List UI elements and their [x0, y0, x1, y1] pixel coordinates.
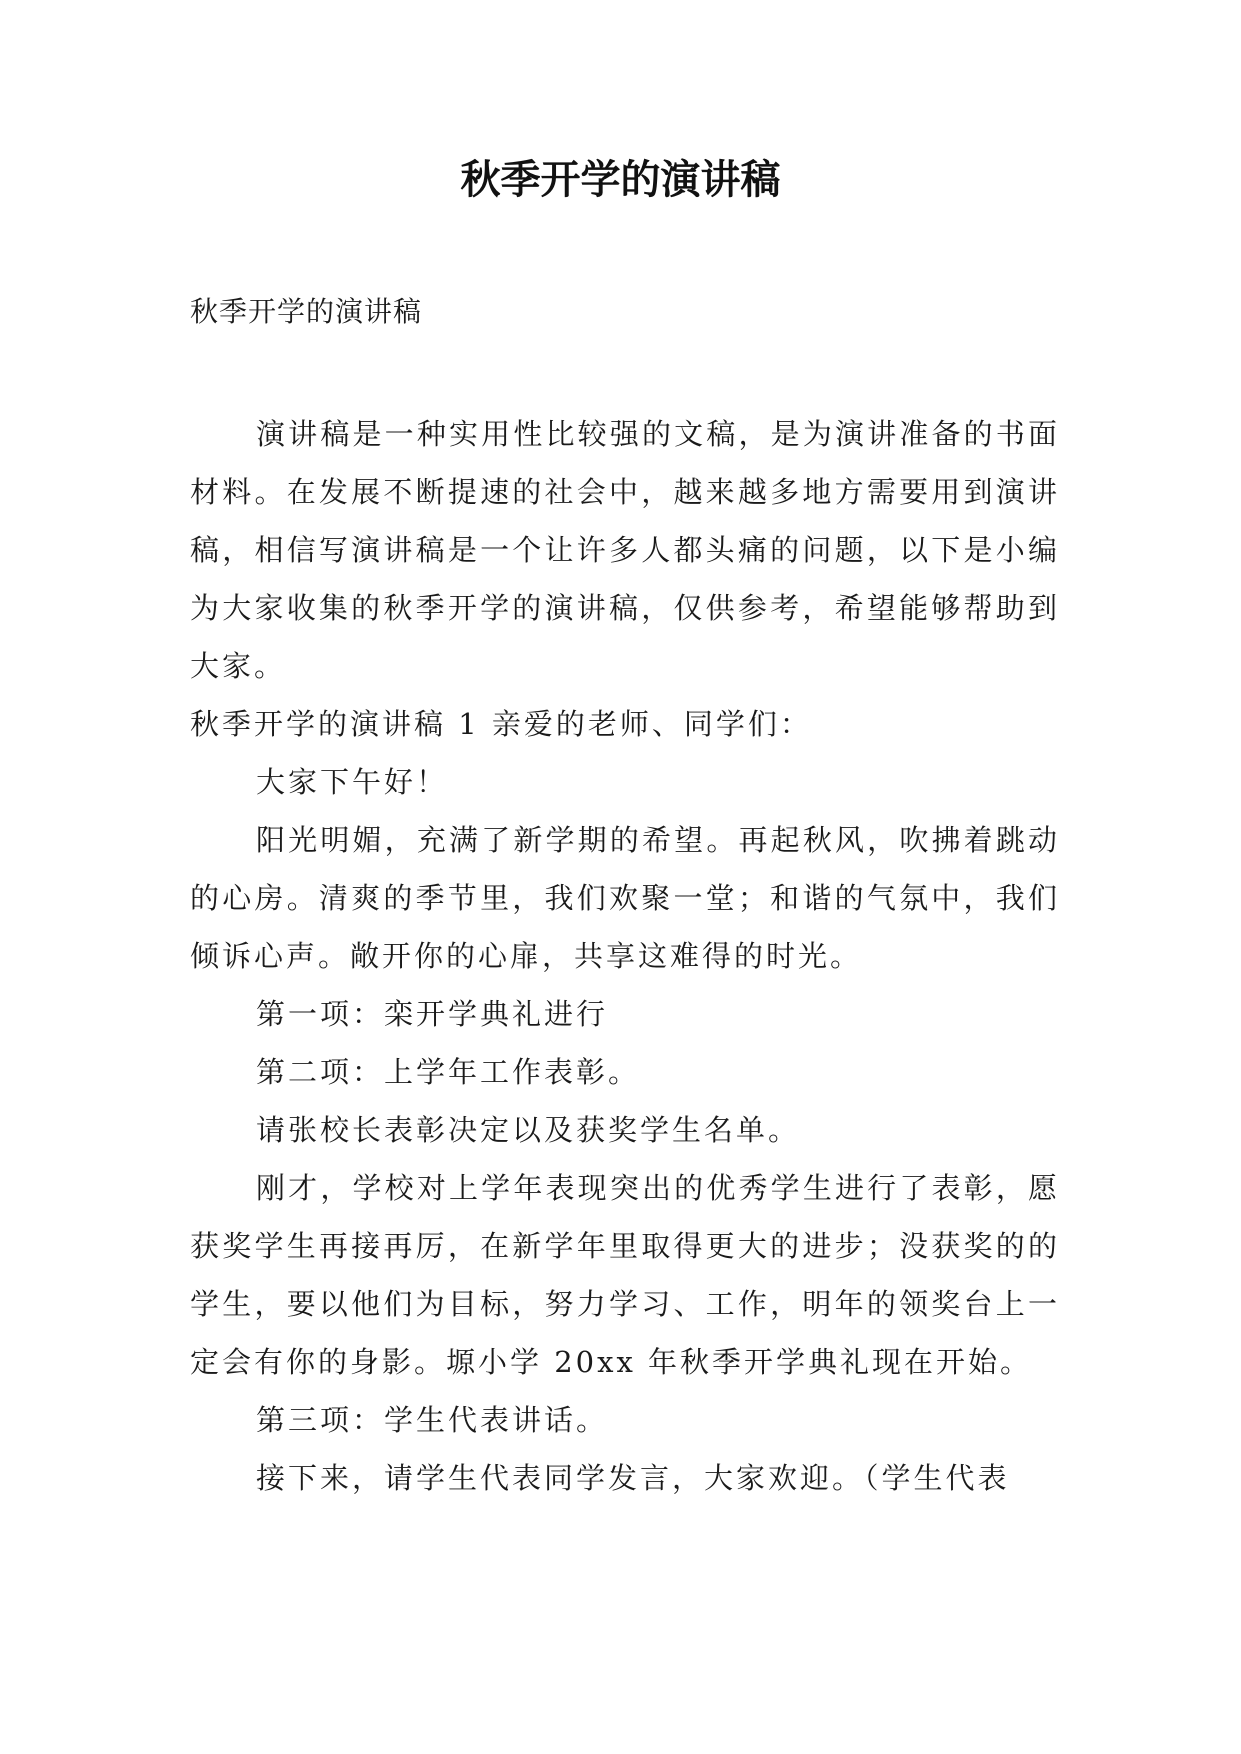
- commendation-paragraph: 刚才，学校对上学年表现突出的优秀学生进行了表彰，愿获奖学生再接再厉，在新学年里取得更大的进步；没获奖的的学生，要以他们为目标，努力学习、工作，明年的领奖台上一定会有你的身影。塬小学 20xx 年秋季开学典礼现在开始。: [190, 1171, 1060, 1379]
- agenda-item-2: 第二项：上学年工作表彰。: [256, 1055, 641, 1089]
- award-announcement-paragraph: 请张校长表彰决定以及获奖学生名单。: [256, 1113, 801, 1147]
- document-body: [190, 405, 1060, 1507]
- intro-paragraph: 演讲稿是一种实用性比较强的文稿，是为演讲准备的书面材料。在发展不断提速的社会中，越来越多地方需要用到演讲稿，相信写演讲稿是一个让许多人都头痛的问题，以下是小编为大家收集的秋季开学的演讲稿，仅供参考，希望能够帮助到大家。: [190, 417, 1060, 683]
- greeting-paragraph: 大家下午好！: [256, 765, 449, 799]
- opening-paragraph: 阳光明媚，充满了新学期的希望。再起秋风，吹拂着跳动的心房。清爽的季节里，我们欢聚一堂；和谐的气氛中，我们倾诉心声。敞开你的心扉，共享这难得的时光。: [190, 823, 1060, 973]
- student-speech-paragraph: 接下来，请学生代表同学发言，大家欢迎。（学生代表: [256, 1461, 1010, 1495]
- speech-heading-paragraph: 秋季开学的演讲稿 1 亲爱的老师、同学们：: [190, 707, 812, 741]
- agenda-item-3: 第三项：学生代表讲话。: [256, 1403, 609, 1437]
- document-title: 秋季开学的演讲稿: [460, 157, 781, 203]
- agenda-item-1: 第一项：栾开学典礼进行: [256, 997, 609, 1031]
- document-subtitle: 秋季开学的演讲稿: [190, 295, 423, 328]
